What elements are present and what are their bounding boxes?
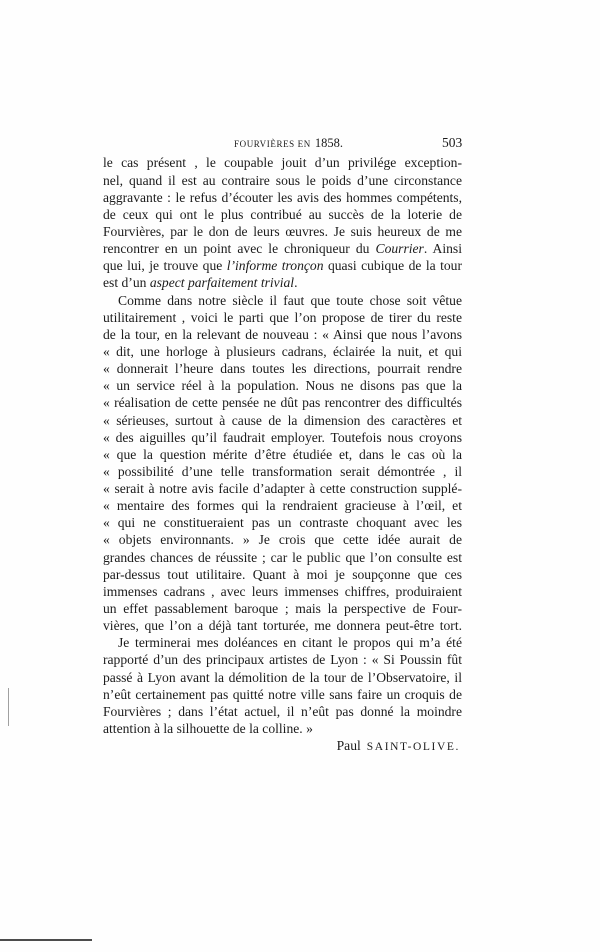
running-title: FOURVIÈRES EN [234,139,311,149]
text-run: immenses cadrans , avec leurs immenses chiffres, produiraient [103,583,462,599]
running-title-year: 1858. [314,136,343,150]
paragraph [103,154,462,291]
paragraph [103,292,462,635]
author-first-name: Paul [336,738,361,754]
text-line [103,566,462,583]
text-line [103,617,462,634]
text-run: « sérieuses, surtout à cause de la dimension des caractères et [103,412,462,428]
page-number: 503 [442,135,463,150]
text-run: « des aiguilles qu’il faudrait employer. Toutefois nous croyons [103,429,462,445]
text-line [103,463,462,480]
text-run: . Ainsi [423,241,462,257]
scan-edge-mark [8,688,9,726]
italic-phrase: aspect parfaitement trivial [149,275,295,291]
text-line [103,549,462,566]
text-run: rapporté d’un des principaux artistes de Lyon : « Si Poussin fût [103,652,462,668]
text-run: . [294,275,298,291]
text-run: « donnerait l’heure dans toutes les directions, pourrait rendre [103,361,462,377]
text-line [103,634,462,651]
text-run: Fourvières ; dans l’état actuel, il n’eût pas donné la moindre [103,703,462,719]
text-line [103,531,462,548]
text-line [103,583,462,600]
text-run: « mentaire des formes qui la rendraient gracieuse à l’œil, et [103,498,462,514]
text-line [103,703,462,720]
author-signature [103,737,462,754]
text-line [103,514,462,531]
text-line [103,446,462,463]
text-run: « qui ne constitueraient pas un contraste choquant avec les [103,515,462,531]
text-run: le cas présent , le coupable jouit d’un privilége exception- [103,155,462,171]
text-run: « serait à notre avis facile d’adapter à cette construction supplé- [103,481,462,497]
body-text [103,154,462,754]
text-line [103,206,462,223]
text-line [103,292,462,309]
italic-phrase: Courrier [375,241,424,257]
text-line [103,223,462,240]
text-run: un effet passablement baroque ; mais la perspective de Four- [103,601,462,617]
text-line [103,172,462,189]
text-run: « que la question mérite d’être étudiée et, dans le cas où la [103,446,462,462]
author-last-name: SAINT-OLIVE. [366,741,460,754]
text-run: « dit, une horloge à plusieurs cadrans, éclairée la nuit, et qui [103,343,462,359]
text-run: de ceux qui ont le plus contribué au succès de la loterie de [103,206,462,222]
text-line [103,240,462,257]
scan-bottom-rule [0,939,92,941]
text-line [103,377,462,394]
text-line [103,480,462,497]
text-run: Fourvières, par le don de leurs œuvres. Je suis heureux de me [103,223,462,239]
text-run: nel, quand il est au contraire sous le poids d’une circonstance [103,172,462,188]
text-line [103,429,462,446]
text-run: « objets environnants. » Je crois que cette idée aurait de [103,532,462,548]
text-run: Comme dans notre siècle il faut que toute chose soit vêtue [118,292,462,308]
text-run: aggravante : le refus d’écouter les avis des hommes compétents, [103,189,462,205]
text-line [103,309,462,326]
text-line [103,343,462,360]
text-line [103,497,462,514]
text-run: « un service réel à la population. Nous ne disons pas que la [103,378,462,394]
text-line [103,651,462,668]
text-line [103,686,462,703]
text-run: vières, que l’on a déjà tant torturée, me donnera peut-être tort. [103,618,462,634]
text-run: utilitairement , voici le parti que l’on propose de tirer du reste [103,309,462,325]
italic-phrase: l’informe tronçon [226,258,324,274]
text-run: Je terminerai mes doléances en citant le propos qui m’a été [118,635,462,651]
text-run: que lui, je trouve que [103,258,227,274]
text-line [103,412,462,429]
paragraph-list [103,154,462,737]
text-run: « possibilité d’une telle transformation serait démontrée , il [103,463,462,479]
text-line [103,326,462,343]
text-run: « réalisation de cette pensée ne dût pas rencontrer des difficultés [103,395,462,411]
text-run: n’eût certainement pas quitté notre ville sans faire un croquis de [103,686,462,702]
text-line [103,274,462,291]
text-line [103,257,462,274]
text-run: est d’un [103,275,150,291]
text-line [103,600,462,617]
paragraph [103,634,462,737]
text-run: quasi cubique de la tour [323,258,462,274]
text-run: grandes chances de réussite ; car le public que l’on consulte est [103,549,462,565]
text-line [103,189,462,206]
text-run: attention à la silhouette de la colline. » [103,721,313,737]
running-head [234,135,343,151]
text-run: par-dessus tout utilitaire. Quant à moi je soupçonne que ces [103,566,462,582]
text-run: rencontrer en un point avec le chroniqueur du [103,241,376,257]
text-line [103,360,462,377]
text-line [103,154,462,171]
text-line [103,394,462,411]
text-run: passé à Lyon avant la démolition de la tour de l’Observatoire, il [103,669,462,685]
text-line [103,720,462,737]
text-line [103,669,462,686]
text-run: de la tour, en la relevant de nouveau : « Ainsi que nous l’avons [103,326,462,342]
